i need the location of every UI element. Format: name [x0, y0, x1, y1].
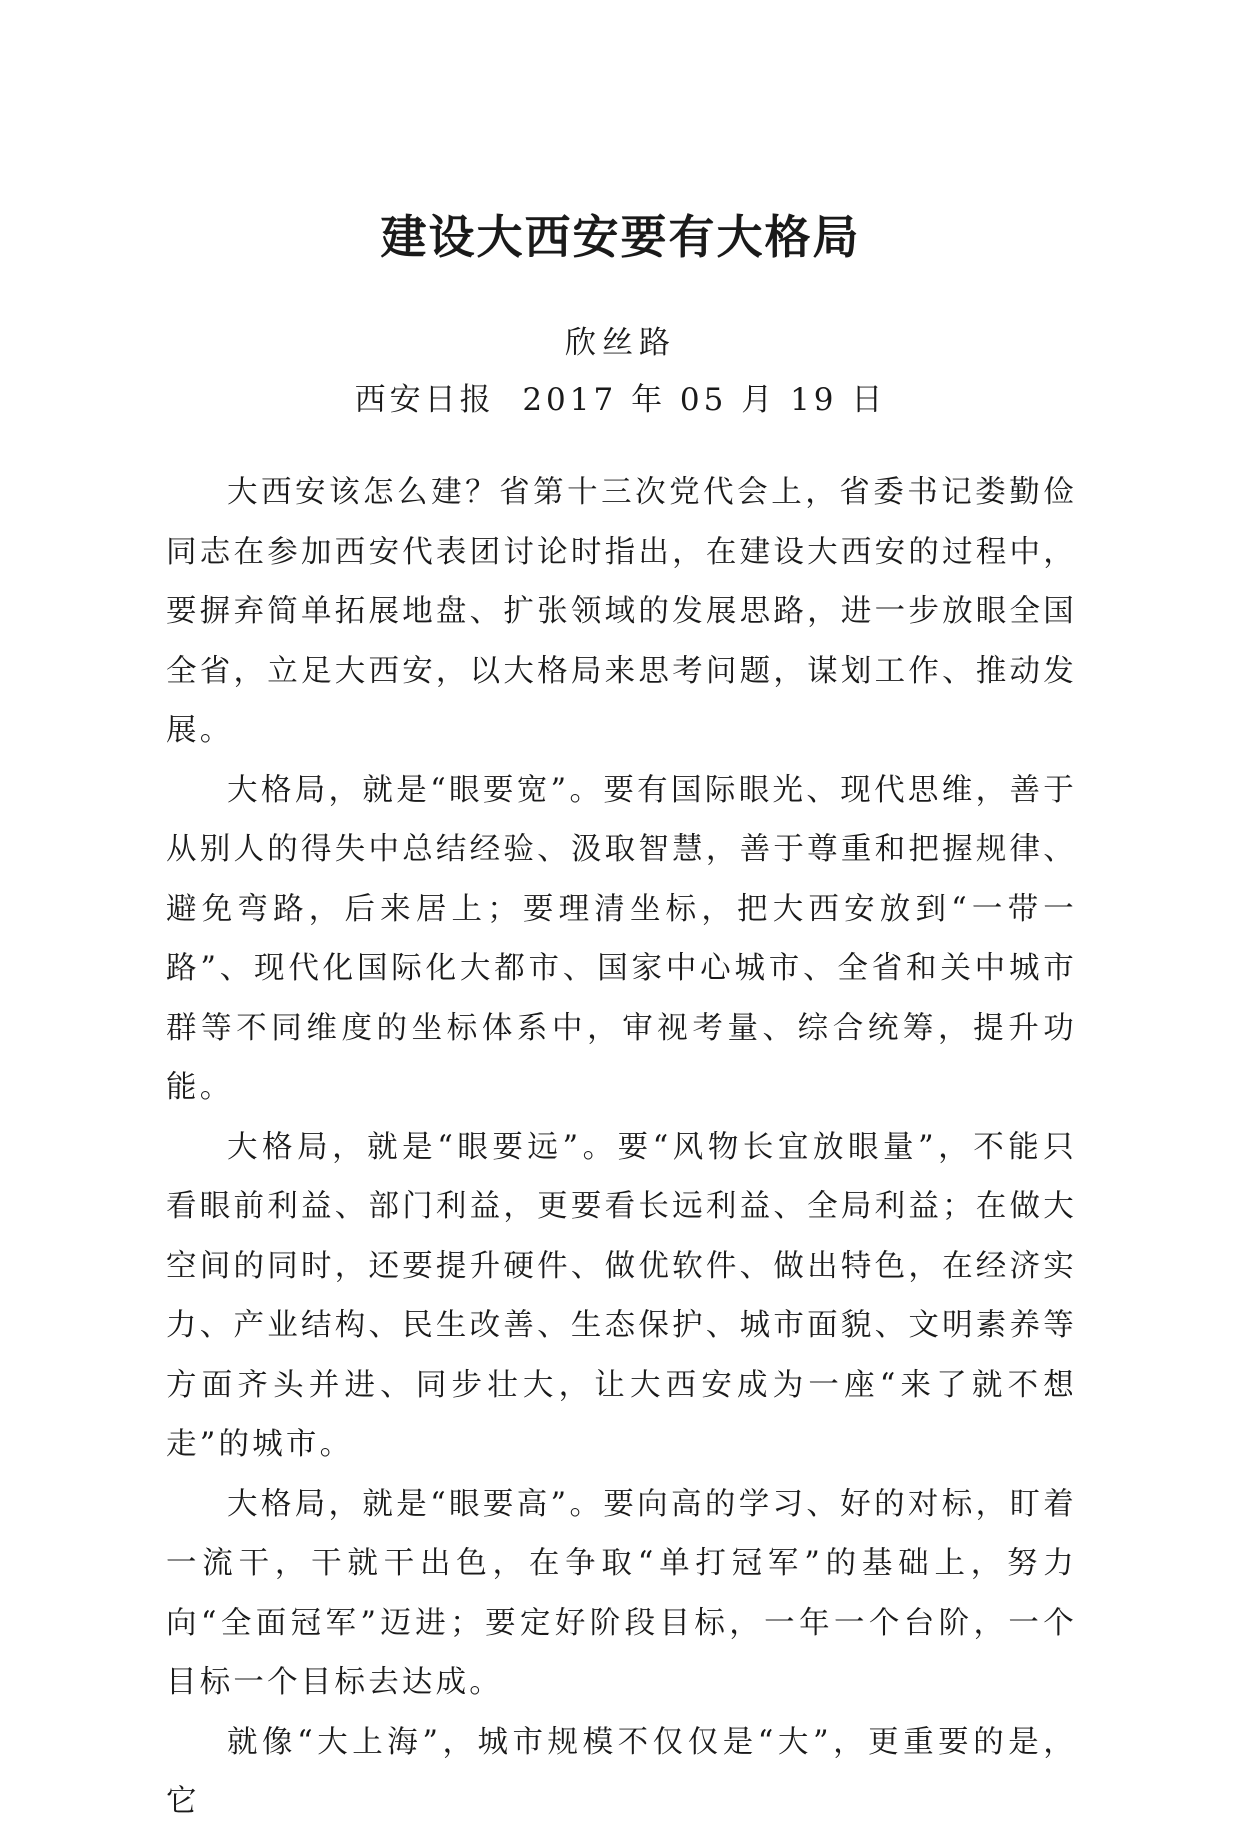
article-source-date: 西安日报 2017 年 05 月 19 日	[354, 382, 887, 418]
paragraph: 就像“大上海”，城市规模不仅仅是“大”，更重要的是，它	[166, 1724, 1077, 1819]
article-title: 建设大西安要有大格局	[380, 210, 861, 264]
paragraph: 大西安该怎么建？省第十三次党代会上，省委书记娄勤俭同志在参加西安代表团讨论时指出，在建设大西安的过程中，要摒弃简单拓展地盘、扩张领域的发展思路，进一步放眼全国全省，立足大西安，以大格局来思考问题，谋划工作、推动发展。	[166, 475, 1077, 748]
paragraph: 大格局，就是“眼要宽”。要有国际眼光、现代思维，善于从别人的得失中总结经验、汲取智慧，善于尊重和把握规律、避免弯路，后来居上；要理清坐标，把大西安放到“一带一路”、现代化国际化大都市、国家中心城市、全省和关中城市群等不同维度的坐标体系中，审视考量、综合统筹，提升功能。	[166, 772, 1077, 1105]
article-body	[166, 463, 1077, 1832]
paragraph: 大格局，就是“眼要远”。要“风物长宜放眼量”，不能只看眼前利益、部门利益，更要看长远利益、全局利益；在做大空间的同时，还要提升硬件、做优软件、做出特色，在经济实力、产业结构、民生改善、生态保护、城市面貌、文明素养等方面齐头并进、同步壮大，让大西安成为一座“来了就不想走”的城市。	[166, 1129, 1077, 1462]
article-author: 欣丝路	[565, 325, 676, 361]
paragraph: 大格局，就是“眼要高”。要向高的学习、好的对标，盯着一流干，干就干出色，在争取“单打冠军”的基础上，努力向“全面冠军”迈进；要定好阶段目标，一年一个台阶，一个目标一个目标去达成。	[166, 1486, 1077, 1700]
